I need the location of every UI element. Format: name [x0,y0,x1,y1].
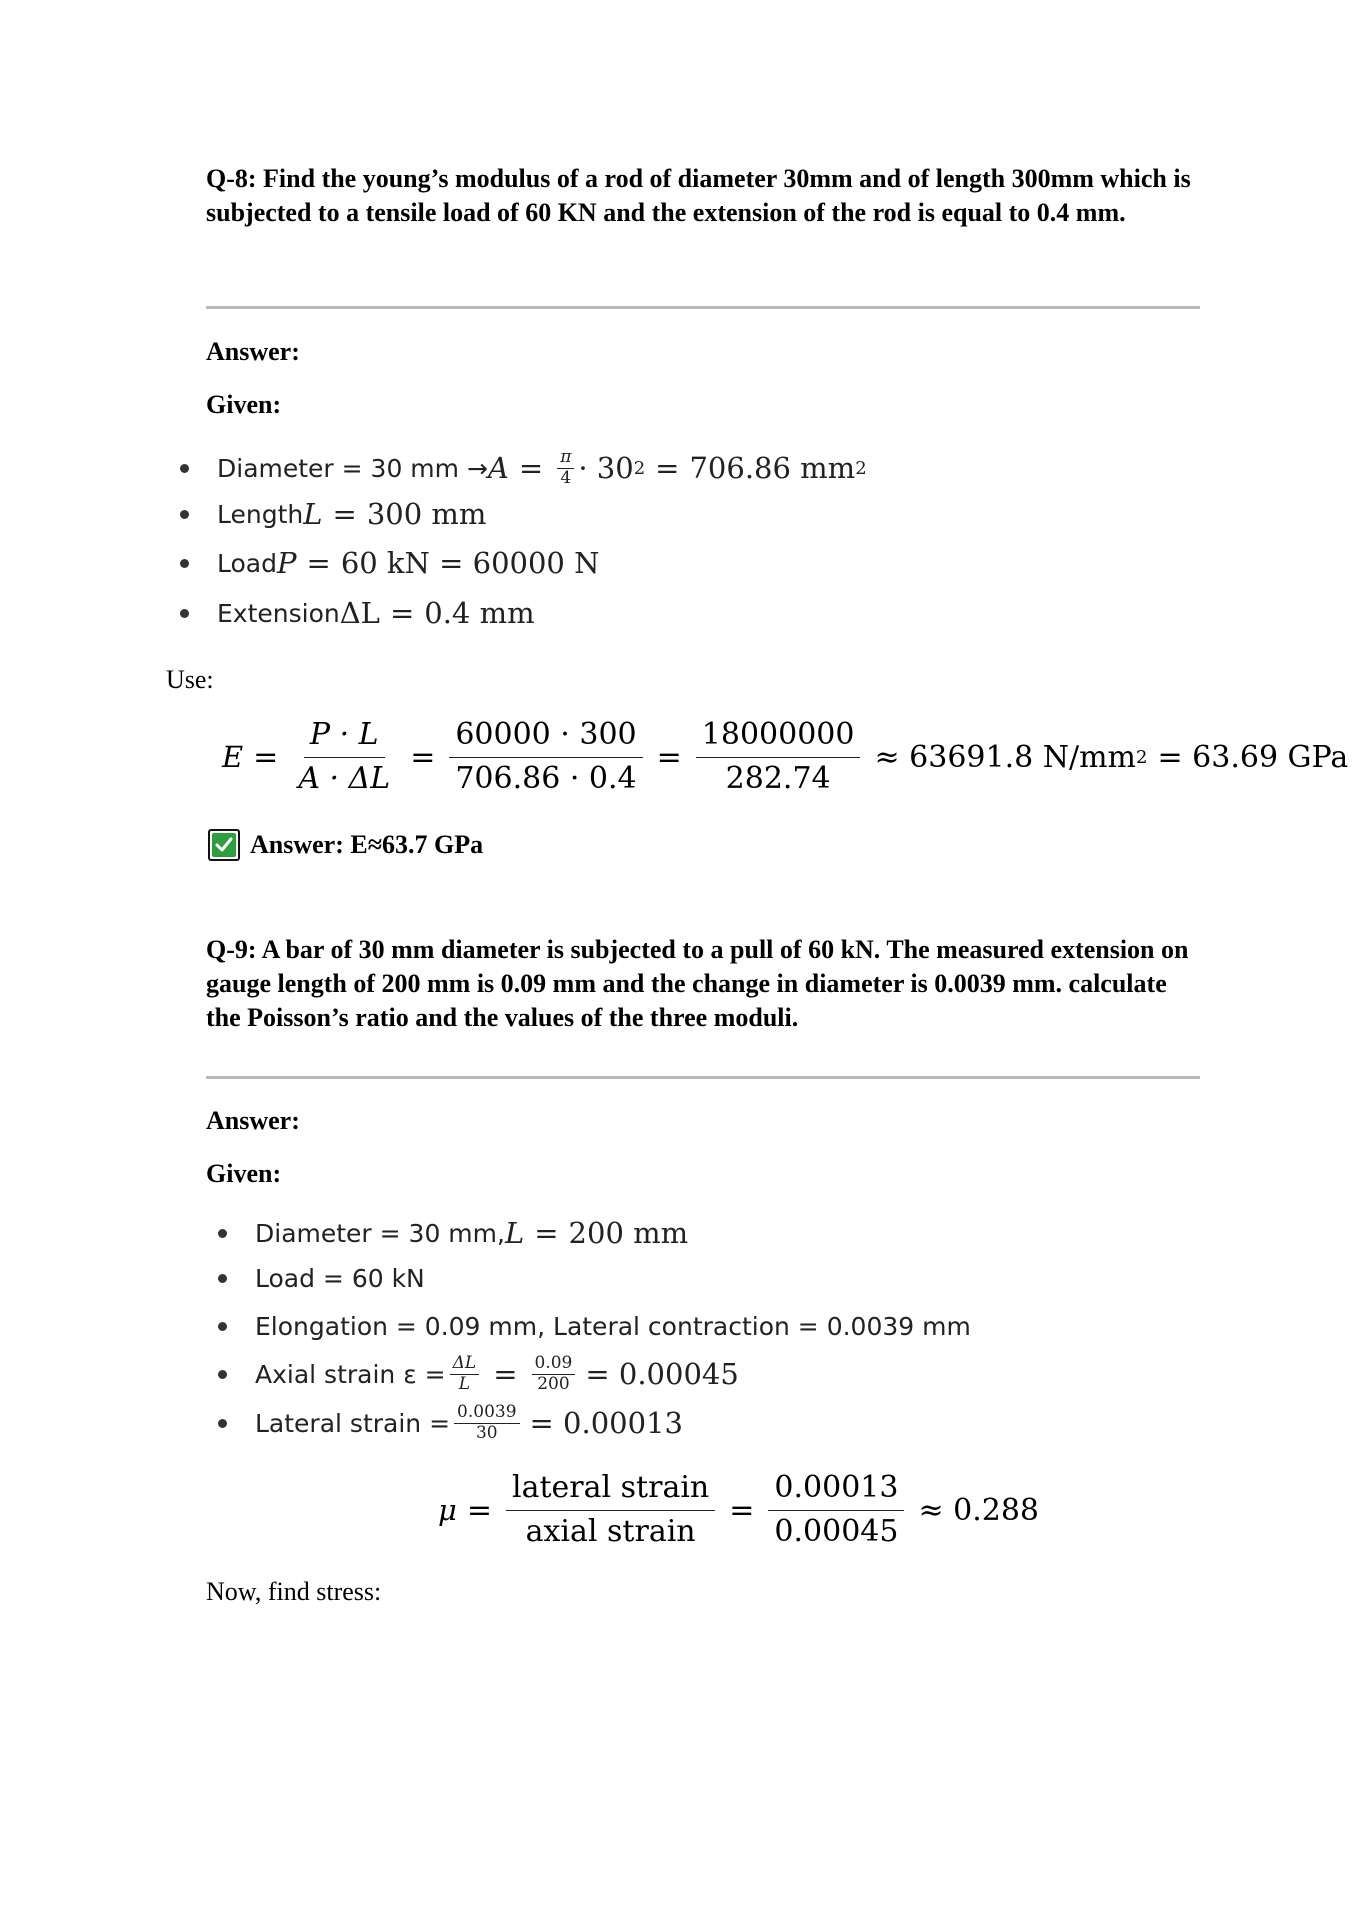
bullet [218,1370,227,1379]
divider [206,306,1200,309]
q8-young-modulus-equation: E = $\frac{P \cdot L}{A \cdot \Delta L}$ = $\frac{60000 \cdot 300}{706.86 \cdot 0.4}$ = $\frac{18000000}{282.74}$ ≈ 63691.8 N/mm 2 = 63.69 GPa [222,717,1349,796]
use-label: Use: [166,665,214,694]
q8-given-extension: Extension ΔL = 0.4 mm [180,596,535,630]
bullet [218,1274,227,1283]
bullet [180,609,189,618]
divider [206,1076,1200,1079]
q8-final-answer: Answer: E≈63.7 GPa [208,829,483,861]
pi-over-4-fraction: $\frac{\pi}{4}$ [557,448,574,488]
q9-given-lateral-strain: Lateral strain = $\frac{0.0039}{30}$ = 0.00013 [218,1403,683,1443]
q9-given-elongation: Elongation = 0.09 mm, Lateral contraction = 0.0039 mm [218,1312,971,1341]
q8-question: Q-8: Find the young’s modulus of a rod of diameter 30mm and of length 300mm which is subjected to a tensile load of 60 KN and the extension of the rod is equal to 0.4 mm. [206,164,1191,227]
fraction: $\frac{\Delta L}{L}$ [450,1354,480,1394]
bullet [180,464,189,473]
q9-given-heading: Given: [206,1159,282,1188]
bullet [218,1229,227,1238]
q8-given-heading: Given: [206,390,282,419]
bullet [218,1419,227,1428]
q8-given-length: Length L = 300 mm [180,497,486,531]
fraction: $\frac{60000 \cdot 300}{706.86 \cdot 0.4}$ [449,718,642,796]
bullet [180,559,189,568]
q8-answer-heading: Answer: [206,337,300,366]
bullet [218,1322,227,1331]
bullet [180,510,189,519]
q9-answer-heading: Answer: [206,1106,300,1135]
q8-given-load: Load P = 60 kN = 60000 N [180,546,599,580]
fraction: $\frac{P \cdot L}{A \cdot \Delta L}$ [298,717,391,796]
q8-given-diameter: Diameter = 30 mm → A = $\frac{\pi}{4}$ · 30 2 = 706.86 mm 2 [180,448,867,488]
q9-poisson-ratio-equation: μ = $\frac{\text{lateral strain}}{\text{axial strain}}$ = $\frac{0.00013}{0.00045}$ ≈ 0.288 [438,1470,1040,1549]
q9-given-diameter: Diameter = 30 mm, L = 200 mm [218,1216,688,1250]
check-mark-icon [208,829,240,861]
q9-given-load: Load = 60 kN [218,1264,425,1293]
fraction: $\frac{18000000}{282.74}$ [696,718,861,796]
fraction: $\frac{0.0039}{30}$ [454,1403,519,1443]
fraction: $\frac{\text{lateral strain}}{\text{axial strain}}$ [506,1471,715,1549]
q9-question: Q-9: A bar of 30 mm diameter is subjected to a pull of 60 kN. The measured extension on gauge length of 200 mm is 0.09 mm and the change in diameter is 0.0039 mm. calculate the Poisson’s ratio and the values of the three moduli. [206,935,1189,1032]
q9-given-axial-strain: Axial strain ε = $\frac{\Delta L}{L}$ = $\frac{0.09}{200}$ = 0.00045 [218,1354,739,1394]
fraction: $\frac{0.09}{200}$ [532,1354,576,1394]
fraction: $\frac{0.00013}{0.00045}$ [768,1471,904,1549]
q9-next-text: Now, find stress: [206,1577,382,1606]
